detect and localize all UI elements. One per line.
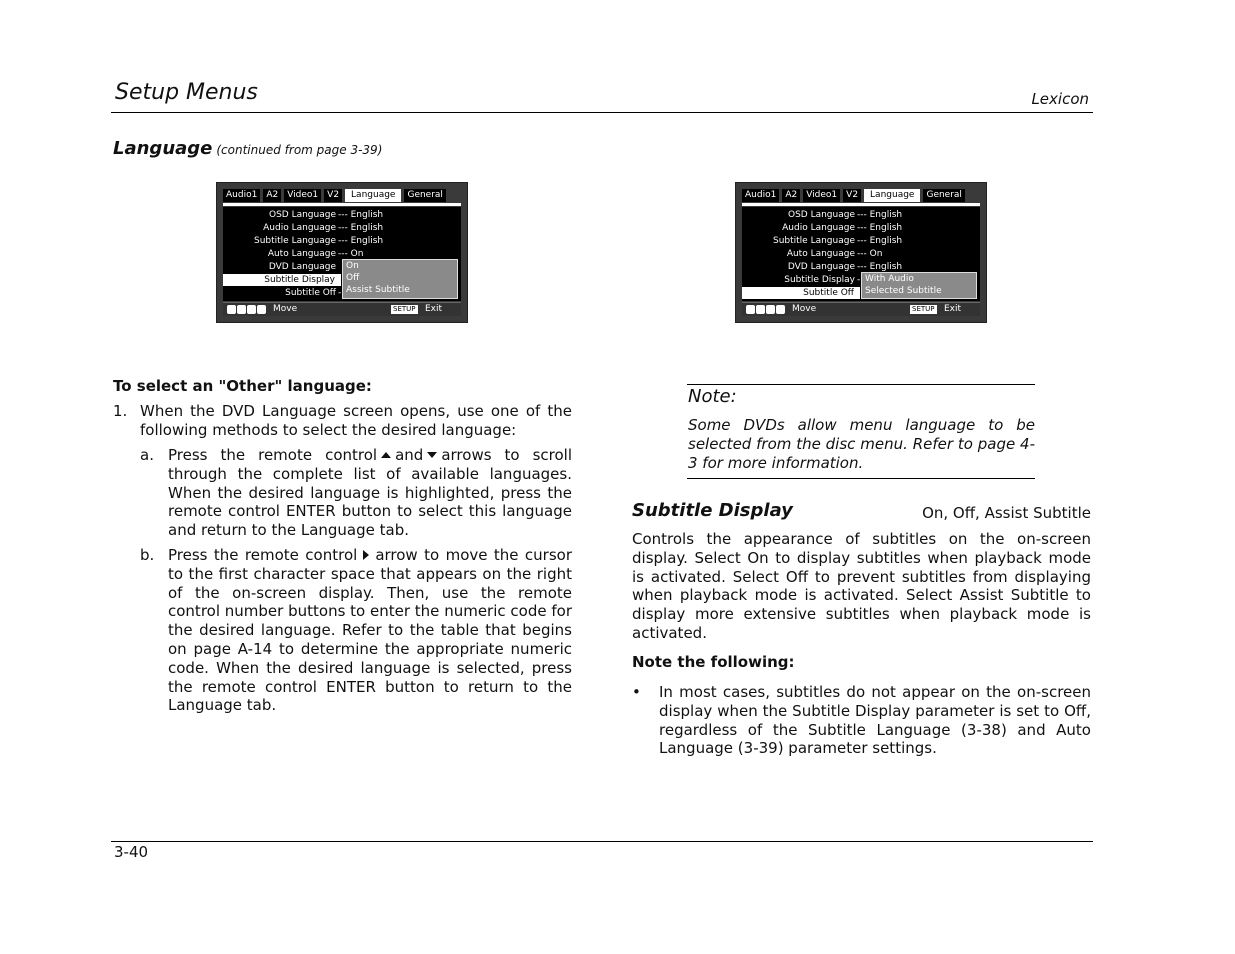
osd-row-label: OSD Language xyxy=(787,210,855,220)
osd-row xyxy=(742,274,855,286)
osd-row-value: - xyxy=(338,288,342,298)
osd-screen-subtitle-off-options xyxy=(735,182,987,323)
substep-letter: a. xyxy=(140,446,154,464)
substep-b-pre: Press the remote control xyxy=(168,546,358,564)
osd-row-value: --- English xyxy=(338,236,384,246)
osd-move-label: Move xyxy=(273,304,298,314)
substep-b-post: arrow to move the cursor to the first character space that appears on the right of the on-screen display. Then, use the remote control number buttons to enter the numeric code for the desired language. Refer to the table that begins on page A-14 to determine the appropriate numeric code. When the desired language is selected, press the remote control ENTER button to return to the Language tab. xyxy=(168,546,573,715)
osd-setup-key: SETUP xyxy=(393,305,416,313)
bullet-text: In most cases, subtitles do not appear on the on-screen display when the Subtitle Display parameter is set to Off, regardless of the Subtitle Language (3-38) and Auto Language (3-39) parameter settings. xyxy=(659,683,1091,758)
step-number: 1. xyxy=(113,402,128,420)
header-rule xyxy=(111,112,1093,113)
section-continued-note: (continued from page 3-39) xyxy=(216,143,383,157)
osd-tab-audio1: Audio1 xyxy=(742,189,779,202)
osd-tab-video1: Video1 xyxy=(284,189,321,202)
osd-row-label: Auto Language xyxy=(267,249,336,259)
substep-b-text xyxy=(168,546,572,715)
osd-setup-key: SETUP xyxy=(912,305,935,313)
bullet-icon: • xyxy=(632,683,641,701)
osd-option-popup xyxy=(342,259,458,299)
footer-rule xyxy=(111,841,1093,842)
osd-row xyxy=(223,261,336,273)
osd-row-label: DVD Language xyxy=(787,262,855,272)
osd-exit-label: Exit xyxy=(944,304,962,314)
osd-tab-a2: A2 xyxy=(263,189,281,202)
osd-footer xyxy=(742,302,980,316)
osd-tab-language: Language xyxy=(864,189,920,202)
page-number: 3-40 xyxy=(114,843,149,861)
osd-row-value: --- English xyxy=(857,210,903,220)
osd-row-value: --- English xyxy=(338,223,384,233)
osd-tab-v2: V2 xyxy=(843,189,861,202)
osd-menu-panel xyxy=(223,207,461,301)
section-title xyxy=(113,138,382,159)
section-title-text: Language xyxy=(113,138,213,159)
osd-row-label: OSD Language xyxy=(268,210,336,220)
osd-row-label: Subtitle Display xyxy=(264,275,335,285)
down-arrow-icon xyxy=(427,452,437,458)
substep-letter: b. xyxy=(140,546,155,564)
osd-row xyxy=(223,287,336,299)
osd-nav-arrows-icon xyxy=(746,305,785,314)
substep-a-pre: Press the remote control xyxy=(168,446,378,464)
note-title: Note: xyxy=(688,386,737,407)
subtitle-display-description: Controls the appearance of subtitles on the on-screen display. Select On to display subtitles when playback mode is activated. Select Off to prevent subtitles from displaying when playback mode is activated. Select Assist Subtitle to display more extensive subtitles when playback mode is activated. xyxy=(632,530,1091,642)
osd-row-label: Subtitle Language xyxy=(253,236,336,246)
osd-row-label: Audio Language xyxy=(782,223,855,233)
osd-tab-video1: Video1 xyxy=(803,189,840,202)
other-language-heading: To select an "Other" language: xyxy=(113,377,372,395)
osd-screen-subtitle-display-options xyxy=(216,182,468,323)
osd-row-label: Subtitle Off xyxy=(285,288,336,298)
osd-row xyxy=(742,222,855,234)
osd-row-value: --- English xyxy=(857,236,903,246)
osd-tab-audio1: Audio1 xyxy=(223,189,260,202)
osd-row-label: DVD Language xyxy=(268,262,336,272)
up-arrow-icon xyxy=(381,452,391,458)
subtitle-display-options: On, Off, Assist Subtitle xyxy=(922,504,1091,522)
osd-tab-general: General xyxy=(404,189,445,202)
osd-row-label: Subtitle Off xyxy=(803,288,854,298)
osd-footer xyxy=(223,302,461,316)
osd-row-selected xyxy=(742,287,860,299)
brand-name: Lexicon xyxy=(1031,90,1089,108)
osd-tab-v2: V2 xyxy=(324,189,342,202)
osd-nav-arrows-icon xyxy=(227,305,266,314)
osd-row-label: Subtitle Display xyxy=(784,275,855,285)
osd-tabs xyxy=(742,189,965,202)
osd-option: With Audio xyxy=(865,274,914,284)
osd-row-value: --- English xyxy=(338,210,384,220)
osd-tab-general: General xyxy=(923,189,964,202)
osd-option: Assist Subtitle xyxy=(346,285,410,295)
osd-row-value: --- On xyxy=(338,249,364,259)
osd-menu-panel xyxy=(742,207,980,301)
osd-tab-language: Language xyxy=(345,189,401,202)
osd-row-value: --- English xyxy=(857,262,903,272)
osd-tab-a2: A2 xyxy=(782,189,800,202)
note-bottom-rule xyxy=(687,478,1035,479)
osd-row xyxy=(742,261,855,273)
osd-tabs xyxy=(223,189,446,202)
osd-row xyxy=(223,248,336,260)
osd-row-value: - xyxy=(857,275,861,285)
osd-row-value: --- On xyxy=(857,249,883,259)
osd-move-label: Move xyxy=(792,304,817,314)
osd-row-label: Auto Language xyxy=(786,249,855,259)
note-text: Some DVDs allow menu language to be selected from the disc menu. Refer to page 4-3 for more information. xyxy=(688,416,1035,472)
osd-row xyxy=(223,222,336,234)
osd-row-label: Audio Language xyxy=(263,223,336,233)
substep-a-text xyxy=(168,446,572,540)
subtitle-display-title: Subtitle Display xyxy=(632,500,793,521)
osd-row xyxy=(223,235,336,247)
osd-tab-underline xyxy=(223,203,461,206)
osd-row-selected xyxy=(223,274,341,286)
note-top-rule xyxy=(687,384,1035,385)
osd-row xyxy=(742,248,855,260)
osd-row xyxy=(742,235,855,247)
osd-row-value: --- English xyxy=(857,223,903,233)
step-1-text: When the DVD Language screen opens, use one of the following methods to select the desired language: xyxy=(140,402,572,439)
right-arrow-icon xyxy=(363,550,369,560)
osd-row xyxy=(223,209,336,221)
note-following-heading: Note the following: xyxy=(632,653,795,671)
osd-row xyxy=(742,209,855,221)
osd-option-popup xyxy=(861,272,977,299)
osd-option: On xyxy=(346,261,359,271)
page-header-title: Setup Menus xyxy=(115,80,258,105)
osd-option: Off xyxy=(346,273,360,283)
osd-exit-label: Exit xyxy=(425,304,443,314)
osd-row-label: Subtitle Language xyxy=(772,236,855,246)
substep-a-post: arrows to scroll through the complete list of available languages. When the desired language is highlighted, press the remote control ENTER button to select this language and return to the Language tab. xyxy=(168,446,573,540)
osd-tab-underline xyxy=(742,203,980,206)
substep-a-and: and xyxy=(395,446,424,464)
osd-option: Selected Subtitle xyxy=(865,286,942,296)
